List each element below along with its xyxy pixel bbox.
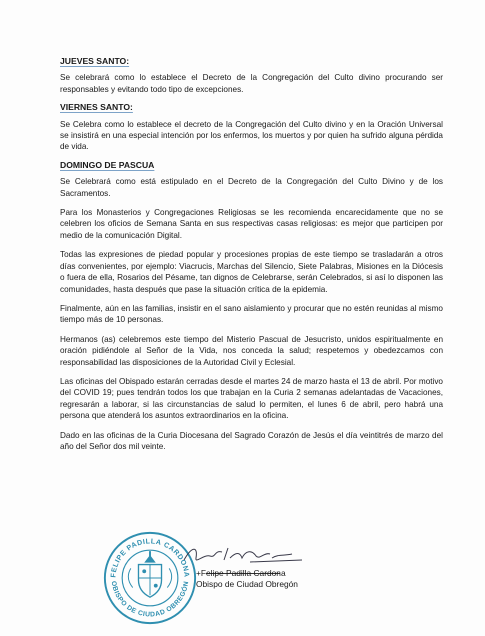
seal-bottom-text: OBISPO DE CIUDAD OBREGÓN: [109, 580, 191, 619]
document-body: [60, 56, 443, 460]
section-title-viernes: VIERNES SANTO:: [60, 102, 133, 113]
signer-role: Obispo de Ciudad Obregón: [196, 579, 298, 589]
paragraph-dado-en: Dado en las oficinas de la Curia Diocesana del Sagrado Corazón de Jesús el día veintitrés de marzo del año del Señor dos mil veinte.: [60, 430, 443, 451]
paragraph-oficinas: Las oficinas del Obispado estarán cerradas desde el martes 24 de marzo hasta el 13 de abril. Por motivo del COVID 19; pues tendrán todos los que trabajan en la Curia 2 semanas adelantadas de Vacaciones, regresarán a laborar, si las circunstancias de salud lo permiten, el lunes 6 de abril, pero habrá una persona que atenderá los asuntos extraordinarios en la oficina.: [60, 376, 443, 421]
section-text-domingo: Se Celebrará como está estipulado en el Decreto de la Congregación del Culto Divino y de los Sacramentos.: [60, 177, 443, 198]
paragraph-misterio-pascual: Hermanos (as) celebremos este tiempo del Misterio Pascual de Jesucristo, unidos espiritualmente en oración pidiéndole al Señor de la Vida, nos conceda la salud; respetemos y obedezcamos con responsabilidad las disposiciones de la Autoridad Civil y Eclesial.: [60, 334, 443, 367]
signature-block: [60, 530, 440, 626]
section-title-domingo: DOMINGO DE PASCUA: [60, 159, 155, 170]
paragraph-monasterios: Para los Monasterios y Congregaciones Religiosas se les recomienda encarecidamente que no se celebren los oficios de Semana Santa en sus respectivas casas religiosas: es mejor que participen por medio de la comunicación Digital.: [60, 208, 443, 240]
section-title-jueves: JUEVES SANTO:: [60, 56, 130, 66]
section-text-viernes: Se Celebra como lo establece el decreto de la Congregación del Culto divino y en la Oración Universal se insistirá en una especial intención por los enfermos, los muertos y por quien ha sufrido alguna pérdida de vida.: [60, 119, 443, 152]
signature-text: [196, 568, 298, 590]
paragraph-aislamiento: Finalmente, aún en las familias, insistir en el sano aislamiento y procurar que no estén reunidas al mismo tiempo más de 10 personas.: [60, 303, 443, 325]
paragraph-piedad-popular: Todas las expresiones de piedad popular y procesiones propias de este tiempo se trasladarán a otros días convenientes, por ejemplo: Viacrucis, Marchas del Silencio, Siete Palabras, Misiones en la Diócesis o fuera de ella, Rosarios del Pésame, tan dignos de Celebrarse, serán Celebrados, si así lo disponen las comunidades, hasta después que pase la situación crítica de la epidemia.: [60, 250, 443, 294]
seal-top-text: FELIPE PADILLA CARDONA: [109, 537, 191, 578]
section-text-jueves: Se celebrará como lo establece el Decreto de la Congregación del Culto divino procurando ser responsables y evitando todo tipo de excepciones.: [60, 73, 443, 94]
handwritten-signature-icon: [180, 542, 310, 568]
signer-name: +Felipe Padilla Cardona: [196, 568, 286, 578]
